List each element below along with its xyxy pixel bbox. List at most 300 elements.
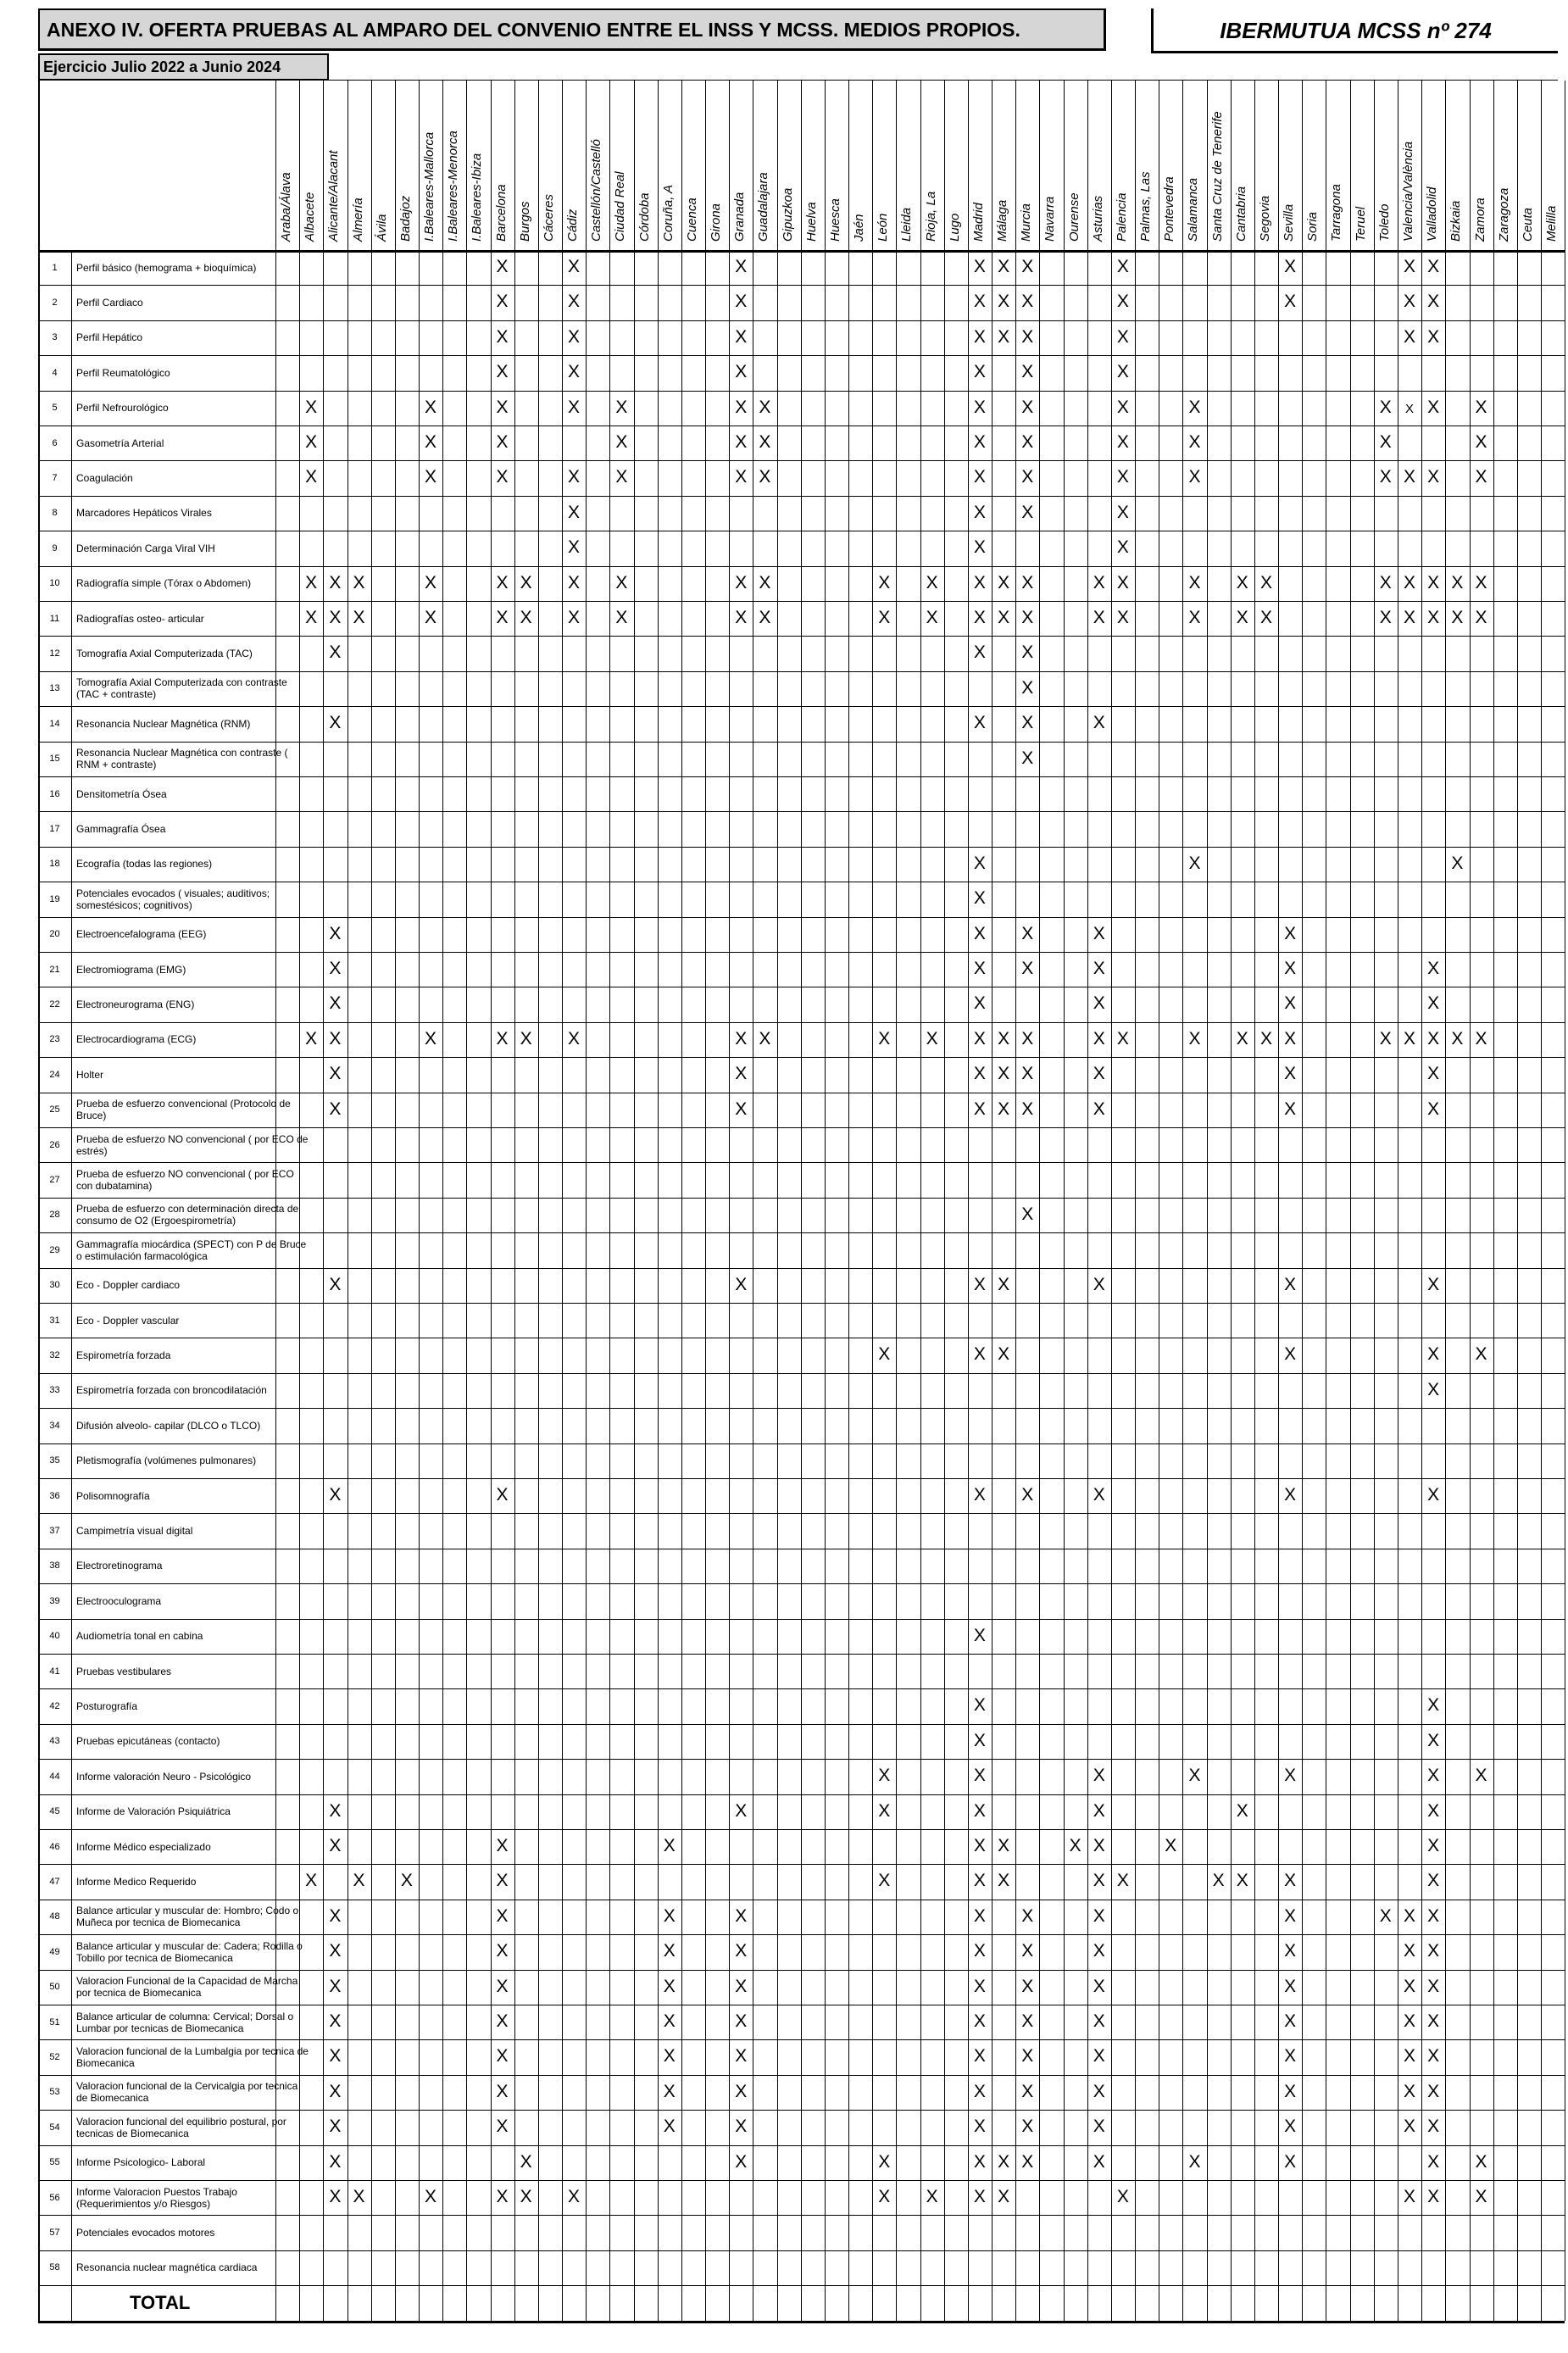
table-row: [38, 1093, 1558, 1127]
x-mark: X: [568, 537, 581, 558]
table-row: [38, 1619, 1558, 1654]
row-number: 57: [49, 2228, 60, 2239]
province-name: Huelva: [803, 202, 819, 242]
table-row: [38, 2215, 1558, 2250]
x-mark: X: [568, 502, 581, 522]
x-mark: X: [353, 608, 365, 627]
province-name: Segovia: [1257, 195, 1272, 242]
x-mark: X: [1188, 853, 1201, 873]
x-mark: X: [1236, 608, 1248, 627]
x-mark: X: [973, 642, 986, 663]
x-mark: X: [496, 2081, 509, 2101]
x-mark: X: [329, 2046, 342, 2067]
row-number: 32: [49, 1350, 60, 1361]
x-mark: X: [878, 2151, 891, 2172]
test-name: Marcadores Hepáticos Virales: [76, 507, 212, 520]
x-mark: X: [1093, 1274, 1105, 1294]
row-number: 22: [49, 999, 60, 1010]
x-mark: X: [1021, 923, 1034, 943]
test-name: Eco - Doppler cardiaco: [76, 1279, 181, 1292]
province-header: [275, 85, 299, 242]
province-header: [562, 85, 586, 242]
province-header: [992, 85, 1015, 242]
x-mark: X: [1021, 1976, 1034, 1996]
test-name: Ecografía (todas las regiones): [76, 858, 213, 871]
table-row: [38, 1444, 1558, 1478]
test-name: Prueba de esfuerzo con determinación directa de consumo de O2 (Ergoespirometría): [76, 1203, 299, 1227]
x-mark: X: [735, 608, 748, 627]
x-mark: X: [1403, 326, 1415, 347]
x-mark: X: [1427, 1485, 1440, 1505]
x-mark: X: [496, 2011, 509, 2031]
x-mark: X: [496, 1941, 509, 1961]
x-mark: X: [1475, 1344, 1487, 1365]
x-mark: X: [1284, 1274, 1297, 1294]
x-mark: X: [496, 467, 509, 487]
table-row: [38, 2075, 1558, 2110]
x-mark: X: [973, 2117, 986, 2137]
province-name: Alicante/Alacant: [326, 150, 342, 242]
x-mark: X: [1236, 572, 1248, 592]
x-mark: X: [568, 292, 581, 312]
row-number: 10: [49, 578, 60, 589]
province-name: Ávila: [374, 214, 389, 242]
x-mark: X: [1427, 1099, 1440, 1119]
x-mark: X: [1427, 1064, 1440, 1084]
x-mark: X: [1427, 1976, 1440, 1996]
test-name: Posturografía: [76, 1700, 138, 1713]
period-label: Ejercicio Julio 2022 a Junio 2024: [38, 53, 329, 81]
x-mark: X: [1427, 608, 1440, 627]
x-mark: X: [1379, 432, 1392, 452]
province-name: Navarra: [1043, 196, 1058, 242]
x-mark: X: [735, 1274, 748, 1294]
table-row: [38, 460, 1558, 495]
x-mark: X: [1021, 502, 1034, 522]
province-name: Sevilla: [1282, 203, 1297, 242]
x-mark: X: [1093, 1941, 1105, 1961]
x-mark: X: [1427, 2151, 1440, 2172]
x-mark: X: [973, 1028, 986, 1049]
x-mark: X: [1116, 326, 1129, 347]
province-name: Coruña, A: [660, 185, 676, 242]
table-row: [38, 391, 1558, 426]
table-row: [38, 1654, 1558, 1688]
x-mark: X: [425, 397, 437, 417]
x-mark: X: [926, 2187, 938, 2206]
x-mark: X: [1021, 467, 1034, 487]
row-number: 21: [49, 964, 60, 975]
test-name: Radiografías osteo- articular: [76, 612, 204, 625]
x-mark: X: [759, 432, 771, 452]
table-row: [38, 1794, 1558, 1829]
province-name: Araba/Álava: [279, 172, 293, 242]
x-mark: X: [759, 572, 771, 592]
row-number: 58: [49, 2262, 60, 2273]
x-mark: X: [973, 1871, 986, 1891]
x-mark: X: [1475, 1766, 1487, 1786]
province-header: [848, 85, 872, 242]
province-header: [586, 85, 609, 242]
x-mark: X: [1403, 2187, 1415, 2206]
x-mark: X: [1093, 608, 1105, 627]
row-number: 23: [49, 1034, 60, 1045]
x-mark: X: [973, 537, 986, 558]
table-bottom-line: [38, 2321, 1565, 2323]
x-mark: X: [305, 397, 318, 417]
test-name: Prueba de esfuerzo NO convencional ( por ECO de estrés): [76, 1132, 309, 1157]
x-mark: X: [1093, 2151, 1105, 2172]
row-number: 45: [49, 1806, 60, 1817]
page-title: ANEXO IV. OFERTA PRUEBAS AL AMPARO DEL CONVENIO ENTRE EL INSS Y MCSS. MEDIOS PROPIOS.: [38, 8, 1106, 51]
x-mark: X: [1284, 1766, 1297, 1786]
x-mark: X: [1021, 748, 1034, 768]
x-mark: X: [973, 1064, 986, 1084]
province-header: [1064, 85, 1087, 242]
x-mark: X: [1165, 1836, 1177, 1855]
test-name: Informe Psicologico- Laboral: [76, 2156, 206, 2169]
x-mark: X: [1188, 1028, 1201, 1049]
x-mark: X: [1427, 1800, 1440, 1821]
mutua-name: IBERMUTUA MCSS nº 274: [1151, 8, 1558, 53]
x-mark: X: [1259, 608, 1272, 627]
row-number: 56: [49, 2192, 60, 2203]
x-mark: X: [305, 572, 318, 592]
x-mark: X: [1188, 432, 1201, 452]
x-mark: X: [329, 959, 342, 978]
x-mark: X: [1403, 2117, 1415, 2137]
x-mark: X: [329, 2187, 342, 2206]
x-mark: X: [735, 362, 748, 382]
x-mark: X: [1284, 1064, 1297, 1084]
x-mark: X: [973, 959, 986, 978]
table-row: [38, 1829, 1558, 1864]
x-mark: X: [735, 1800, 748, 1821]
x-mark: X: [1021, 362, 1034, 382]
x-mark: X: [1093, 923, 1105, 943]
x-mark: X: [496, 1976, 509, 1996]
x-mark: X: [735, 2081, 748, 2101]
x-mark: X: [329, 1064, 342, 1084]
table-row: [38, 847, 1558, 882]
x-mark: X: [878, 1800, 891, 1821]
province-name: Soria: [1305, 211, 1321, 242]
province-header: [514, 85, 538, 242]
x-mark: X: [663, 1976, 676, 1996]
province-header: [944, 85, 968, 242]
x-mark: X: [973, 1800, 986, 1821]
test-name: Balance articular y muscular de: Hombro; Codo o Muñeca por tecnica de Biomecanica: [76, 1905, 299, 1929]
x-mark: X: [1403, 2081, 1415, 2101]
row-number: 38: [49, 1560, 60, 1571]
row-number: 34: [49, 1420, 60, 1431]
x-mark: X: [973, 1485, 986, 1505]
row-number: 4: [52, 367, 58, 378]
table-row: [38, 811, 1558, 846]
x-mark: X: [1021, 292, 1034, 312]
row-number: 6: [52, 437, 58, 448]
province-name: Castellón/Castelló: [589, 139, 604, 242]
province-name: Cantabria: [1233, 186, 1248, 242]
x-mark: X: [926, 1028, 938, 1049]
x-mark: X: [1284, 1941, 1297, 1961]
x-mark: X: [1021, 1064, 1034, 1084]
test-name: Informe Valoracion Puestos Trabajo (Requerimientos y/o Riesgos): [76, 2185, 237, 2210]
x-mark: X: [496, 326, 509, 347]
x-mark: X: [1021, 713, 1034, 733]
table-row: [38, 917, 1558, 952]
x-mark: X: [1427, 1344, 1440, 1365]
x-mark: X: [329, 2011, 342, 2031]
x-mark: X: [353, 1871, 365, 1891]
province-name: Granada: [732, 192, 748, 242]
table-row: [38, 1057, 1558, 1092]
province-name: Cádiz: [565, 209, 581, 242]
x-mark: X: [329, 572, 342, 592]
x-mark: X: [496, 1905, 509, 1926]
row-number: 35: [49, 1455, 60, 1466]
x-mark: X: [1116, 572, 1129, 592]
test-name: Perfil Reumatológico: [76, 366, 170, 379]
x-mark: X: [1284, 2151, 1297, 2172]
x-mark: X: [1403, 467, 1415, 487]
x-mark: X: [329, 1905, 342, 1926]
x-mark: X: [878, 1871, 891, 1891]
x-mark: X: [998, 326, 1010, 347]
x-mark: X: [1427, 1766, 1440, 1786]
x-mark: X: [496, 257, 509, 276]
province-header: [1541, 85, 1565, 242]
table-row: [38, 1934, 1558, 1969]
table-row: [38, 2005, 1558, 2039]
x-mark: X: [1116, 362, 1129, 382]
province-header: [729, 85, 753, 242]
x-mark: X: [400, 1871, 413, 1891]
x-mark: X: [329, 608, 342, 627]
table-row: [38, 1268, 1558, 1303]
row-number: 24: [49, 1069, 60, 1080]
x-mark: X: [759, 608, 771, 627]
province-name: Málaga: [995, 199, 1010, 242]
row-number: 55: [49, 2157, 60, 2168]
x-mark: X: [1403, 2046, 1415, 2067]
test-name: Determinación Carga Viral VIH: [76, 542, 215, 554]
province-name: Melilla: [1544, 205, 1559, 242]
x-mark: X: [998, 572, 1010, 592]
table-row: [38, 776, 1558, 811]
x-mark: X: [735, 257, 748, 276]
x-mark: X: [1475, 2187, 1487, 2206]
x-mark: X: [305, 1028, 318, 1049]
province-name: Rioja, La: [923, 191, 938, 242]
province-header: [538, 85, 562, 242]
x-mark: X: [1379, 1028, 1392, 1049]
test-name: Tomografía Axial Computerizada con contraste (TAC + contraste): [76, 676, 287, 701]
test-name: Informe Médico especializado: [76, 1840, 211, 1853]
x-mark: X: [1379, 467, 1392, 487]
x-mark: X: [353, 572, 365, 592]
x-mark: X: [973, 1836, 986, 1855]
table-row: [38, 1724, 1558, 1759]
x-mark: X: [735, 467, 748, 487]
test-name: Prueba de esfuerzo NO convencional ( por ECO con dubatamina): [76, 1168, 294, 1193]
province-name: Ourense: [1066, 192, 1081, 242]
x-mark: X: [663, 2117, 676, 2137]
x-mark: X: [1475, 608, 1487, 627]
x-mark: X: [1021, 1905, 1034, 1926]
province-name: Cuenca: [684, 197, 699, 242]
province-name: Cáceres: [541, 194, 556, 242]
x-mark: X: [520, 2187, 532, 2206]
x-mark: X: [1116, 2187, 1129, 2206]
x-mark: X: [1021, 1099, 1034, 1119]
province-name: Santa Cruz de Tenerife: [1209, 111, 1225, 242]
table-row: [38, 1338, 1558, 1372]
x-mark: X: [496, 2117, 509, 2137]
x-mark: X: [425, 608, 437, 627]
table-row: [38, 1513, 1558, 1548]
test-name: Informe de Valoración Psiquiátrica: [76, 1805, 231, 1818]
x-mark: X: [1021, 572, 1034, 592]
x-mark: X: [1284, 2046, 1297, 2067]
x-mark: X: [1021, 1204, 1034, 1224]
row-number: 15: [49, 754, 60, 765]
province-header: [1445, 85, 1469, 242]
x-mark: X: [329, 993, 342, 1014]
x-mark: X: [496, 1028, 509, 1049]
province-name: Asturias: [1090, 195, 1105, 242]
x-mark: X: [568, 467, 581, 487]
table-row: [38, 320, 1558, 355]
table-row: [38, 1408, 1558, 1443]
x-mark: X: [878, 2187, 891, 2206]
province-header: [609, 85, 633, 242]
x-mark: X: [1093, 1976, 1105, 1996]
x-mark: X: [759, 467, 771, 487]
x-mark: X: [329, 1836, 342, 1855]
x-mark: X: [973, 2046, 986, 2067]
x-mark: X: [1379, 1905, 1392, 1926]
x-mark: X: [735, 432, 748, 452]
x-mark: X: [496, 2046, 509, 2067]
province-name: Zamora: [1472, 197, 1487, 242]
x-mark: X: [973, 923, 986, 943]
x-mark: X: [305, 467, 318, 487]
row-number: 42: [49, 1701, 60, 1712]
x-mark: X: [973, 1766, 986, 1786]
x-mark: X: [520, 572, 532, 592]
x-mark: X: [998, 257, 1010, 276]
x-mark: X: [305, 432, 318, 452]
x-mark: X: [496, 1485, 509, 1505]
x-mark: X: [1021, 257, 1034, 276]
province-header: [1398, 85, 1421, 242]
x-mark: X: [1093, 2117, 1105, 2137]
x-mark: X: [1284, 993, 1297, 1014]
province-name: I.Baleares-Ibiza: [470, 153, 485, 242]
x-mark: X: [1093, 1064, 1105, 1084]
x-mark: X: [735, 1941, 748, 1961]
x-mark: X: [1427, 1028, 1440, 1049]
x-mark: X: [1093, 1028, 1105, 1049]
x-mark: X: [496, 362, 509, 382]
x-mark: X: [998, 1274, 1010, 1294]
x-mark: X: [1427, 2117, 1440, 2137]
x-mark: X: [1284, 1905, 1297, 1926]
table-row: [38, 882, 1558, 916]
province-header: [1350, 85, 1374, 242]
x-mark: X: [520, 2151, 532, 2172]
province-name: I.Baleares-Menorca: [446, 131, 461, 242]
row-number: 33: [49, 1385, 60, 1396]
x-mark: X: [663, 2081, 676, 2101]
table-row: [38, 706, 1558, 741]
x-mark: X: [1427, 1379, 1440, 1399]
table-row: [38, 531, 1558, 565]
x-mark: X: [615, 397, 628, 417]
table-row: [38, 2250, 1558, 2285]
x-mark: X: [926, 608, 938, 627]
x-mark: X: [329, 2151, 342, 2172]
test-name: Perfil Nefrourológico: [76, 402, 169, 414]
x-mark: X: [1427, 1871, 1440, 1891]
x-mark: X: [1427, 326, 1440, 347]
table-row: [38, 1583, 1558, 1618]
province-header: [1087, 85, 1111, 242]
row-number: 8: [52, 508, 58, 519]
x-mark: X: [1284, 1028, 1297, 1049]
province-header: [1302, 85, 1326, 242]
row-line: [38, 2285, 1565, 2286]
x-mark: X: [1188, 572, 1201, 592]
x-mark: X: [1403, 1976, 1415, 1996]
province-header: [1207, 85, 1231, 242]
test-name: Perfil básico (hemograma + bioquímica): [76, 261, 257, 274]
x-mark: X: [973, 713, 986, 733]
x-mark: X: [1116, 608, 1129, 627]
x-mark: X: [1021, 677, 1034, 698]
test-name: Pruebas vestibulares: [76, 1665, 172, 1677]
x-mark: X: [1427, 993, 1440, 1014]
x-mark: X: [973, 432, 986, 452]
x-mark: X: [496, 432, 509, 452]
x-mark: X: [1188, 397, 1201, 417]
province-header: [1254, 85, 1278, 242]
x-mark: X: [1427, 959, 1440, 978]
x-mark: X: [1427, 2046, 1440, 2067]
province-header: [1182, 85, 1206, 242]
x-mark: X: [1403, 2011, 1415, 2031]
x-mark: X: [1093, 2011, 1105, 2031]
row-number: 37: [49, 1526, 60, 1537]
x-mark: X: [998, 2151, 1010, 2172]
x-mark: X: [496, 572, 509, 592]
test-name: Audiometría tonal en cabina: [76, 1630, 203, 1643]
table-row: [38, 426, 1558, 460]
x-mark: X: [520, 608, 532, 627]
row-number: 28: [49, 1210, 60, 1221]
x-mark: X: [1403, 1941, 1415, 1961]
test-name: Perfil Hepático: [76, 331, 143, 344]
x-mark: X: [973, 572, 986, 592]
province-name: Bizkaia: [1448, 200, 1464, 242]
province-name: Barcelona: [493, 184, 509, 242]
x-mark: X: [329, 1800, 342, 1821]
table-row: [38, 1232, 1558, 1267]
x-mark: X: [1116, 397, 1129, 417]
row-number: 25: [49, 1104, 60, 1115]
x-mark: X: [1475, 1028, 1487, 1049]
